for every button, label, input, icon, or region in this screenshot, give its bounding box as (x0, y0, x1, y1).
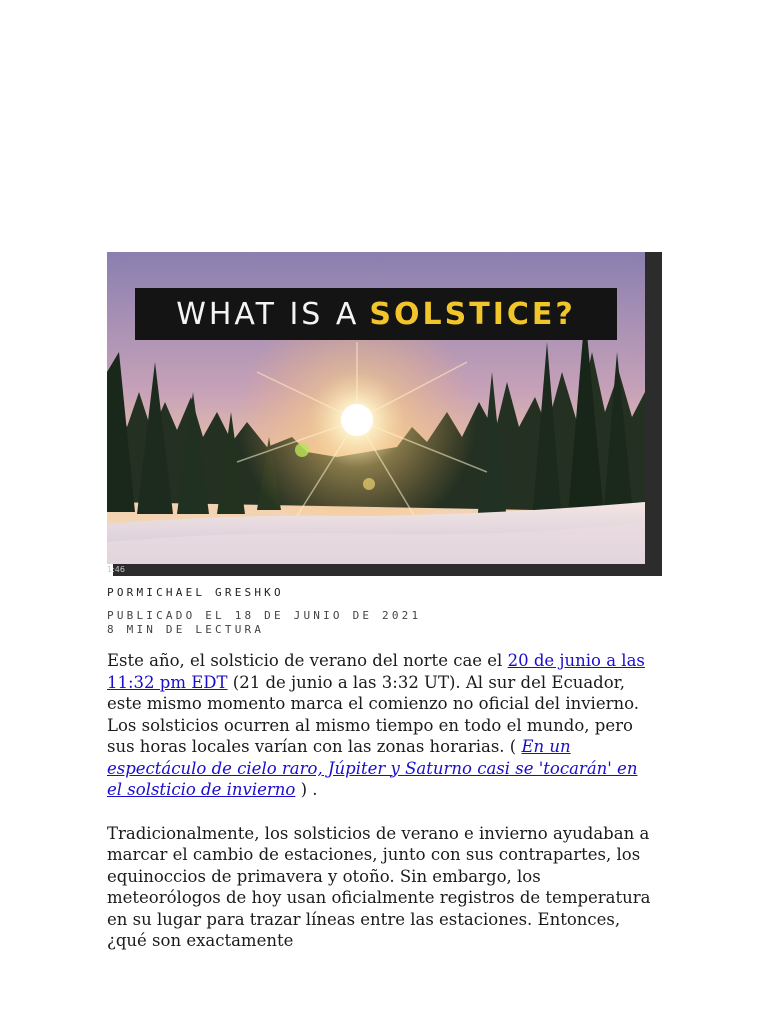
jupiter-saturn-link[interactable]: En un espectáculo de cielo raro, Júpiter y Saturno casi se 'tocarán' en el solsticio de invierno (107, 737, 638, 799)
paragraph-2: Tradicionalmente, los solsticios de verano e invierno ayudaban a marcar el cambio de estaciones, junto con sus contrapartes, los equinoccios de primavera y otoño. Sin embargo, los meteorólogos de hoy usan oficialmente registros de temperatura en su lugar para trazar líneas entre las estaciones. Entonces, ¿qué son exactamente (107, 823, 651, 950)
title-white-text: WHAT IS A (176, 296, 360, 332)
author-byline: PORMICHAEL GRESHKO (107, 586, 284, 599)
publish-date: PUBLICADO EL 18 DE JUNIO DE 2021 (107, 609, 422, 622)
title-yellow-text: SOLSTICE? (369, 296, 576, 332)
paragraph-1-text-c: ) . (295, 780, 318, 799)
paragraph-1-text-a: Este año, el solsticio de verano del norte cae el (107, 651, 508, 670)
reading-time: 8 MIN DE LECTURA (107, 623, 265, 636)
video-timecode: 1:46 (107, 565, 125, 574)
video-thumbnail[interactable] (107, 252, 645, 564)
article-meta (107, 609, 421, 637)
article-body (107, 650, 657, 974)
paragraph-1-text-b: (21 de junio a las 3:32 UT). Al sur del Ecuador, este mismo momento marca el comienzo no oficial del invierno. Los solsticios ocurren al mismo tiempo en todo el mundo, pero sus horas locales varían con las zonas horarias. ( (107, 672, 639, 756)
video-title-banner (135, 288, 617, 340)
paragraph-1 (107, 650, 657, 801)
solstice-date-link[interactable]: 20 de junio a las 11:32 pm EDT (107, 651, 645, 692)
